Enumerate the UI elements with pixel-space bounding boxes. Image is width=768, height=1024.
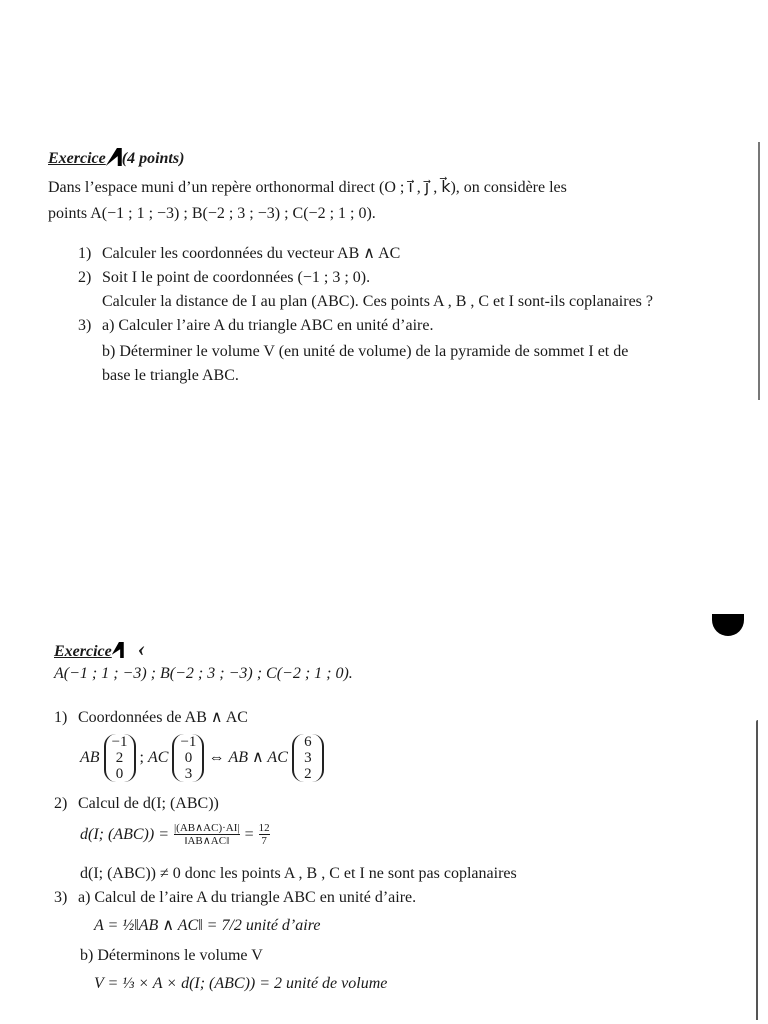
fraction-denominator: ‖AB∧AC‖	[184, 835, 230, 847]
cross-product-matrix	[292, 734, 324, 782]
fraction-numerator: 12	[258, 822, 270, 834]
handwritten-c-mark: ‹	[137, 636, 146, 661]
exercise1-item-3	[78, 314, 433, 338]
ink-blot-mark	[712, 614, 744, 636]
exercise1-title-points: (4 points)	[121, 150, 185, 167]
exercise2-item-3b: b) Déterminons le volume V	[80, 947, 263, 964]
matrix-entry: −1	[111, 734, 128, 750]
handwritten-number-mark	[112, 642, 124, 658]
matrix-entry: −1	[180, 734, 197, 750]
vector-ac-label: AC	[148, 749, 169, 766]
exercise2-title-word: Exercice	[54, 643, 112, 660]
page-edge-line-top	[758, 142, 760, 400]
matrix-entry: 3	[184, 766, 193, 782]
matrix-entry: 0	[184, 750, 193, 766]
page-edge-line-bottom	[756, 720, 758, 1020]
vector-ac-matrix	[172, 734, 204, 782]
area-formula: A = ½‖AB ∧ AC‖ = 7/2 unité d’aire	[94, 917, 321, 934]
item-number: 1)	[78, 245, 92, 262]
distance-formula	[80, 822, 270, 847]
item-number: 2)	[54, 795, 68, 812]
exercise1-item-2	[78, 266, 370, 290]
exercise2-item-3	[54, 886, 416, 910]
exercise1-intro-line1: Dans l’espace muni d’un repère orthonormal direct (O ; i⃗ , j⃗ , k⃗), on considère les	[48, 179, 567, 196]
exercise2-item-1	[54, 706, 248, 730]
distance-fraction	[174, 822, 240, 847]
exercise1-title	[48, 148, 184, 168]
matrix-entry: 2	[115, 750, 124, 766]
cross-product-label: AB ∧ AC	[228, 749, 288, 766]
exercise1-item-1	[78, 242, 400, 266]
matrix-entry: 2	[304, 766, 312, 782]
exercise2-item-2	[54, 792, 219, 816]
item-text: Calcul de d(I; (ABC))	[78, 795, 219, 812]
exercise1-intro-line2: points A(−1 ; 1 ; −3) ; B(−2 ; 3 ; −3) ; C(−2 ; 1 ; 0).	[48, 205, 376, 222]
item-text: Soit I le point de coordonnées (−1 ; 3 ; 0).	[102, 269, 371, 286]
distance-value-fraction	[259, 822, 270, 847]
item-text: a) Calculer l’aire A du triangle ABC en unité d’aire.	[102, 317, 434, 334]
item-text: Coordonnées de AB ∧ AC	[78, 709, 248, 726]
item-text: a) Calcul de l’aire A du triangle ABC en unité d’aire.	[78, 889, 417, 906]
exercise1-title-word: Exercice	[48, 150, 106, 167]
distance-lhs: d(I; (ABC)) =	[80, 825, 169, 843]
handwritten-number-mark	[106, 148, 122, 166]
item-text: Calculer les coordonnées du vecteur AB ∧ AC	[102, 245, 401, 262]
separator: ;	[139, 749, 144, 766]
item-number: 3)	[78, 317, 92, 334]
vector-ab-label: AB	[80, 749, 100, 766]
matrix-entry: 6	[304, 734, 312, 750]
exercise1-item-3b: b) Déterminer le volume V (en unité de volume) de la pyramide de sommet I et de	[102, 343, 629, 360]
fraction-numerator: |(AB∧AC)·AI|	[173, 822, 240, 834]
exercise1-item-3b-continued: base le triangle ABC.	[102, 367, 239, 384]
vector-ab-matrix	[104, 734, 136, 782]
volume-formula: V = ⅓ × A × d(I; (ABC)) = 2 unité de volume	[94, 975, 388, 992]
exercise1-item-2-continued: Calculer la distance de I au plan (ABC). Ces points A , B , C et I sont-ils coplanaires ?	[102, 293, 653, 310]
matrix-entry: 0	[115, 766, 124, 782]
vector-row	[80, 734, 324, 782]
item-number: 1)	[54, 709, 68, 726]
exercise2-points-line: A(−1 ; 1 ; −3) ; B(−2 ; 3 ; −3) ; C(−2 ; 1 ; 0).	[54, 665, 353, 682]
item-number: 2)	[78, 269, 92, 286]
matrix-entry: 3	[304, 750, 312, 766]
item-number: 3)	[54, 889, 68, 906]
exercise2-title	[54, 636, 145, 662]
equals-sign: =	[244, 825, 254, 843]
fraction-denominator: 7	[261, 835, 267, 847]
equivalence-symbol: ⇔	[208, 749, 225, 766]
coplanarity-conclusion: d(I; (ABC)) ≠ 0 donc les points A , B , C et I ne sont pas coplanaires	[80, 865, 517, 882]
